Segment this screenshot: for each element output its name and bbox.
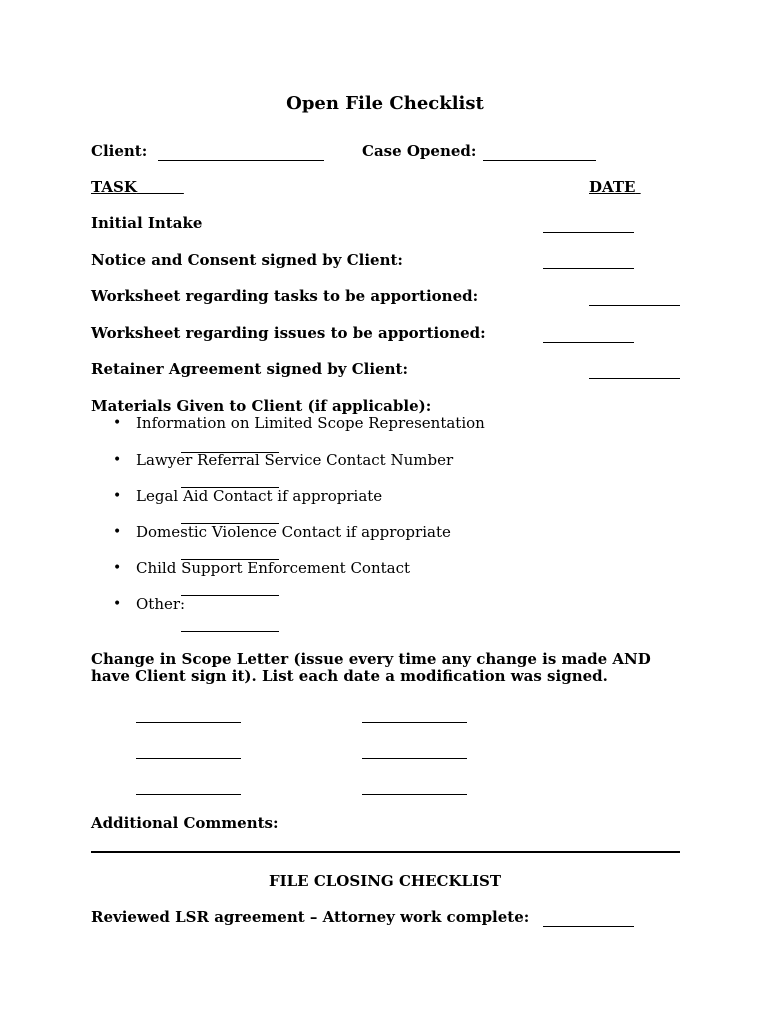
task-worksheet-tasks: Worksheet regarding tasks to be apportioned: bbox=[91, 287, 479, 305]
bullet: • bbox=[113, 560, 122, 576]
reviewed-date-field[interactable] bbox=[543, 926, 634, 927]
scope-date-field[interactable] bbox=[136, 758, 241, 759]
material-item: Domestic Violence Contact if appropriate bbox=[136, 523, 451, 541]
task-header bbox=[91, 178, 184, 196]
date-header bbox=[589, 178, 641, 196]
material-item: Legal Aid Contact if appropriate bbox=[136, 487, 383, 505]
materials-heading: Materials Given to Client (if applicable): bbox=[91, 397, 432, 415]
case-opened-field[interactable] bbox=[483, 160, 596, 161]
material-item: Child Support Enforcement Contact bbox=[136, 559, 411, 577]
scope-date-field[interactable] bbox=[362, 794, 467, 795]
case-opened-label: Case Opened: bbox=[362, 142, 477, 160]
additional-comments-label: Additional Comments: bbox=[91, 814, 279, 832]
bullet: • bbox=[113, 452, 122, 468]
scope-date-field[interactable] bbox=[362, 758, 467, 759]
bullet: • bbox=[113, 596, 122, 612]
scope-date-field[interactable] bbox=[362, 722, 467, 723]
date-field-retainer-agreement[interactable] bbox=[589, 378, 680, 379]
scope-date-field[interactable] bbox=[136, 794, 241, 795]
date-field-notice-consent[interactable] bbox=[543, 268, 634, 269]
material-item: Other: bbox=[136, 595, 186, 613]
task-header-text: TASK bbox=[91, 178, 137, 196]
material-date-field[interactable] bbox=[181, 595, 279, 596]
scope-heading: Change in Scope Letter (issue every time any change is made AND have Client sign it). List each date a modification was signed. bbox=[91, 650, 651, 685]
date-field-worksheet-tasks[interactable] bbox=[589, 305, 680, 306]
task-initial-intake: Initial Intake bbox=[91, 214, 203, 232]
bullet: • bbox=[113, 488, 122, 504]
material-date-field[interactable] bbox=[181, 631, 279, 632]
reviewed-label: Reviewed LSR agreement – Attorney work complete: bbox=[91, 908, 530, 926]
client-label: Client: bbox=[91, 142, 148, 160]
scope-date-field[interactable] bbox=[136, 722, 241, 723]
section-divider bbox=[91, 851, 680, 853]
bullet: • bbox=[113, 415, 122, 431]
date-field-worksheet-issues[interactable] bbox=[543, 342, 634, 343]
task-notice-consent: Notice and Consent signed by Client: bbox=[91, 251, 403, 269]
date-field-initial-intake[interactable] bbox=[543, 232, 634, 233]
page-title: Open File Checklist bbox=[286, 93, 484, 114]
task-retainer-agreement: Retainer Agreement signed by Client: bbox=[91, 360, 408, 378]
bullet: • bbox=[113, 524, 122, 540]
closing-heading: FILE CLOSING CHECKLIST bbox=[268, 872, 502, 890]
task-worksheet-issues: Worksheet regarding issues to be apportioned: bbox=[91, 324, 486, 342]
material-item: Information on Limited Scope Representation bbox=[136, 414, 485, 432]
material-item: Lawyer Referral Service Contact Number bbox=[136, 451, 454, 469]
client-field[interactable] bbox=[158, 160, 324, 161]
date-header-text: DATE bbox=[589, 178, 636, 196]
